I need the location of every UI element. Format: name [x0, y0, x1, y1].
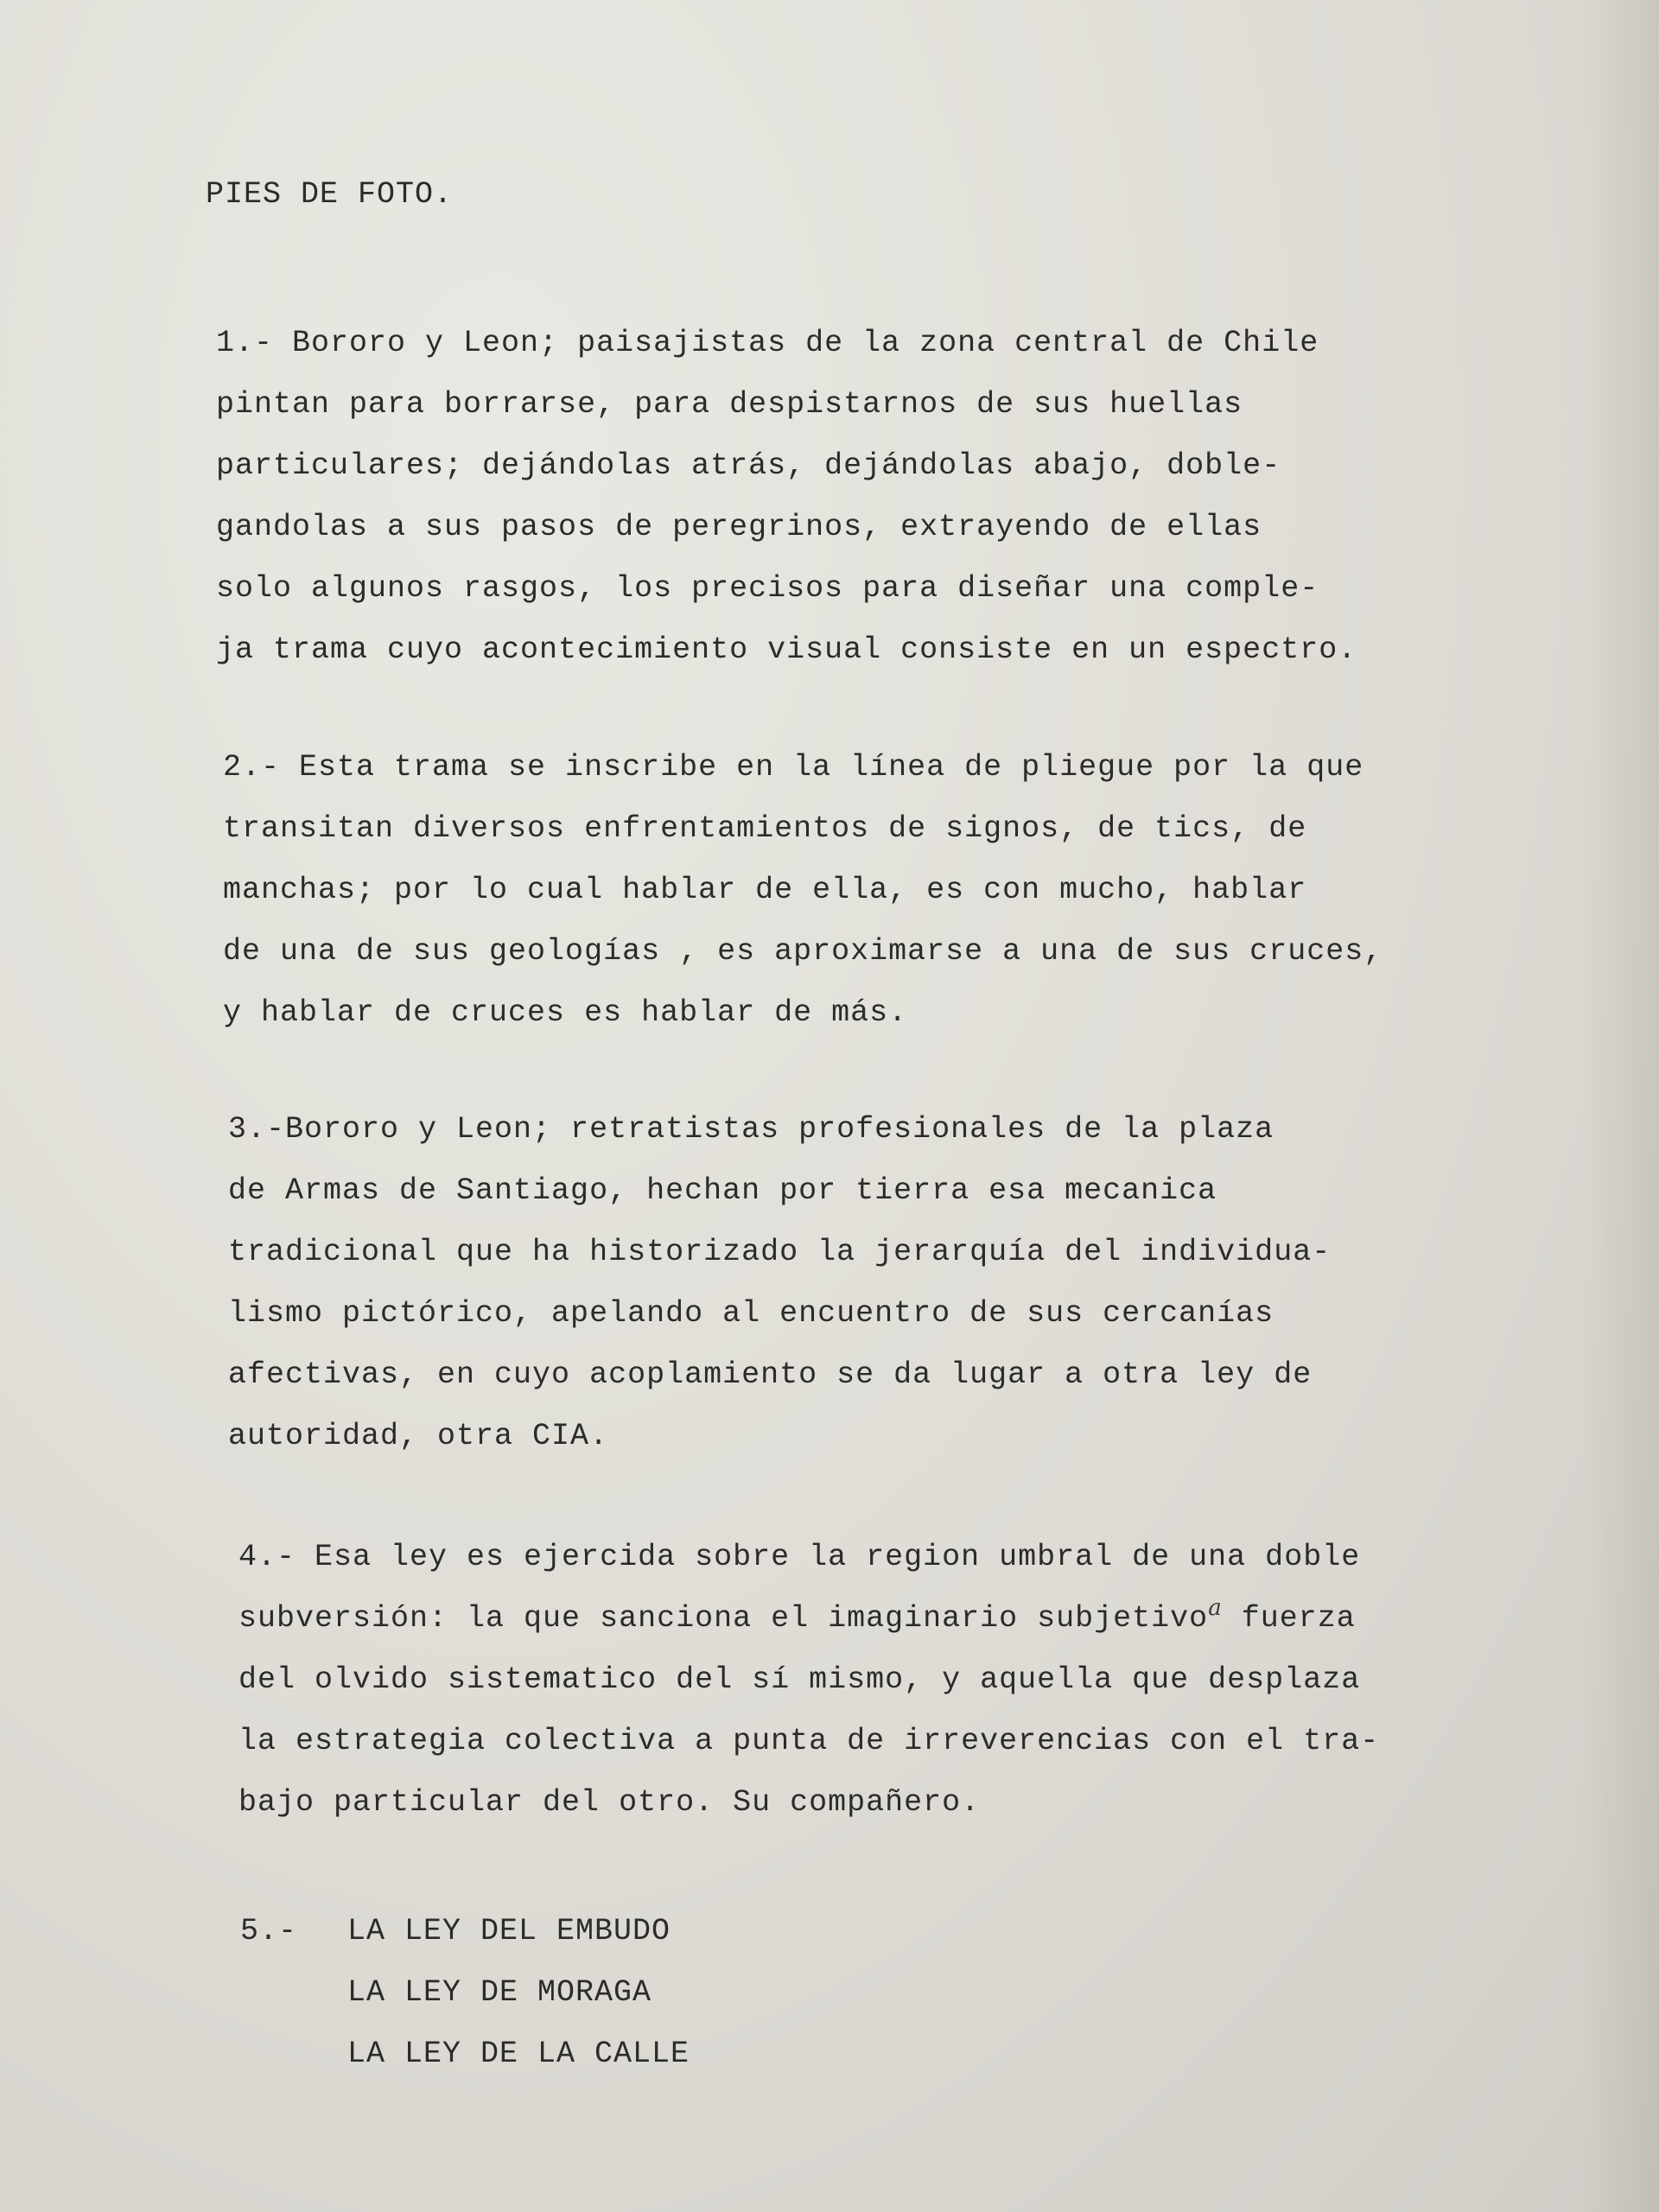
text-line: 4.- Esa ley es ejercida sobre la region umbral de una doble	[238, 1540, 1361, 1574]
text-line: afectivas, en cuyo acoplamiento se da lugar a otra ley de	[228, 1357, 1313, 1392]
list-item: LA LEY DE MORAGA	[347, 1975, 652, 2010]
paragraph-1	[216, 313, 1357, 681]
item-number: 5.-	[240, 1914, 298, 1948]
text-line: 3.-Bororo y Leon; retratistas profesionales de la plaza	[228, 1112, 1274, 1147]
text-line: gandolas a sus pasos de peregrinos, extrayendo de ellas	[216, 510, 1262, 544]
text-line: del olvido sistematico del sí mismo, y aquella que desplaza	[238, 1662, 1361, 1697]
paragraph-2	[223, 737, 1382, 1044]
text-line: ja trama cuyo acontecimiento visual consiste en un espectro.	[216, 632, 1357, 667]
text-line: particulares; dejándolas atrás, dejándolas abajo, doble-	[216, 448, 1281, 483]
text-line: manchas; por lo cual hablar de ella, es con mucho, hablar	[223, 873, 1307, 907]
text-segment: subversión: la que sanciona el imaginario subjetivo	[238, 1601, 1209, 1636]
paragraph-3	[228, 1099, 1331, 1467]
text-line: solo algunos rasgos, los precisos para diseñar una comple-	[216, 571, 1319, 606]
text-line: la estrategia colectiva a punta de irreverencias con el tra-	[238, 1724, 1380, 1758]
paragraph-4	[238, 1527, 1379, 1834]
text-line: transitan diversos enfrentamientos de signos, de tics, de	[223, 811, 1307, 846]
text-line: de Armas de Santiago, hechan por tierra esa mecanica	[228, 1173, 1217, 1208]
list-item: LA LEY DEL EMBUDO	[347, 1914, 671, 1948]
text-line: autoridad, otra CIA.	[228, 1419, 609, 1453]
text-line: 2.- Esta trama se inscribe en la línea de pliegue por la que	[223, 750, 1364, 785]
list-item: LA LEY DE LA CALLE	[347, 2037, 690, 2071]
text-line: y hablar de cruces es hablar de más.	[223, 995, 908, 1030]
page-title: PIES DE FOTO.	[206, 177, 454, 212]
item-5-list	[347, 1901, 690, 2085]
text-line: lismo pictórico, apelando al encuentro de sus cercanías	[228, 1296, 1274, 1331]
text-line: bajo particular del otro. Su compañero.	[238, 1785, 981, 1820]
text-line: pintan para borrarse, para despistarnos de sus huellas	[216, 387, 1243, 422]
text-line-with-annotation	[238, 1588, 1379, 1649]
text-line: de una de sus geologías , es aproximarse a una de sus cruces,	[223, 934, 1383, 969]
text-segment: fuerza	[1222, 1601, 1356, 1636]
text-line: tradicional que ha historizado la jerarquía del individua-	[228, 1235, 1332, 1269]
text-line: 1.- Bororo y Leon; paisajistas de la zona central de Chile	[216, 326, 1319, 360]
handwritten-annotation: a	[1208, 1595, 1223, 1622]
